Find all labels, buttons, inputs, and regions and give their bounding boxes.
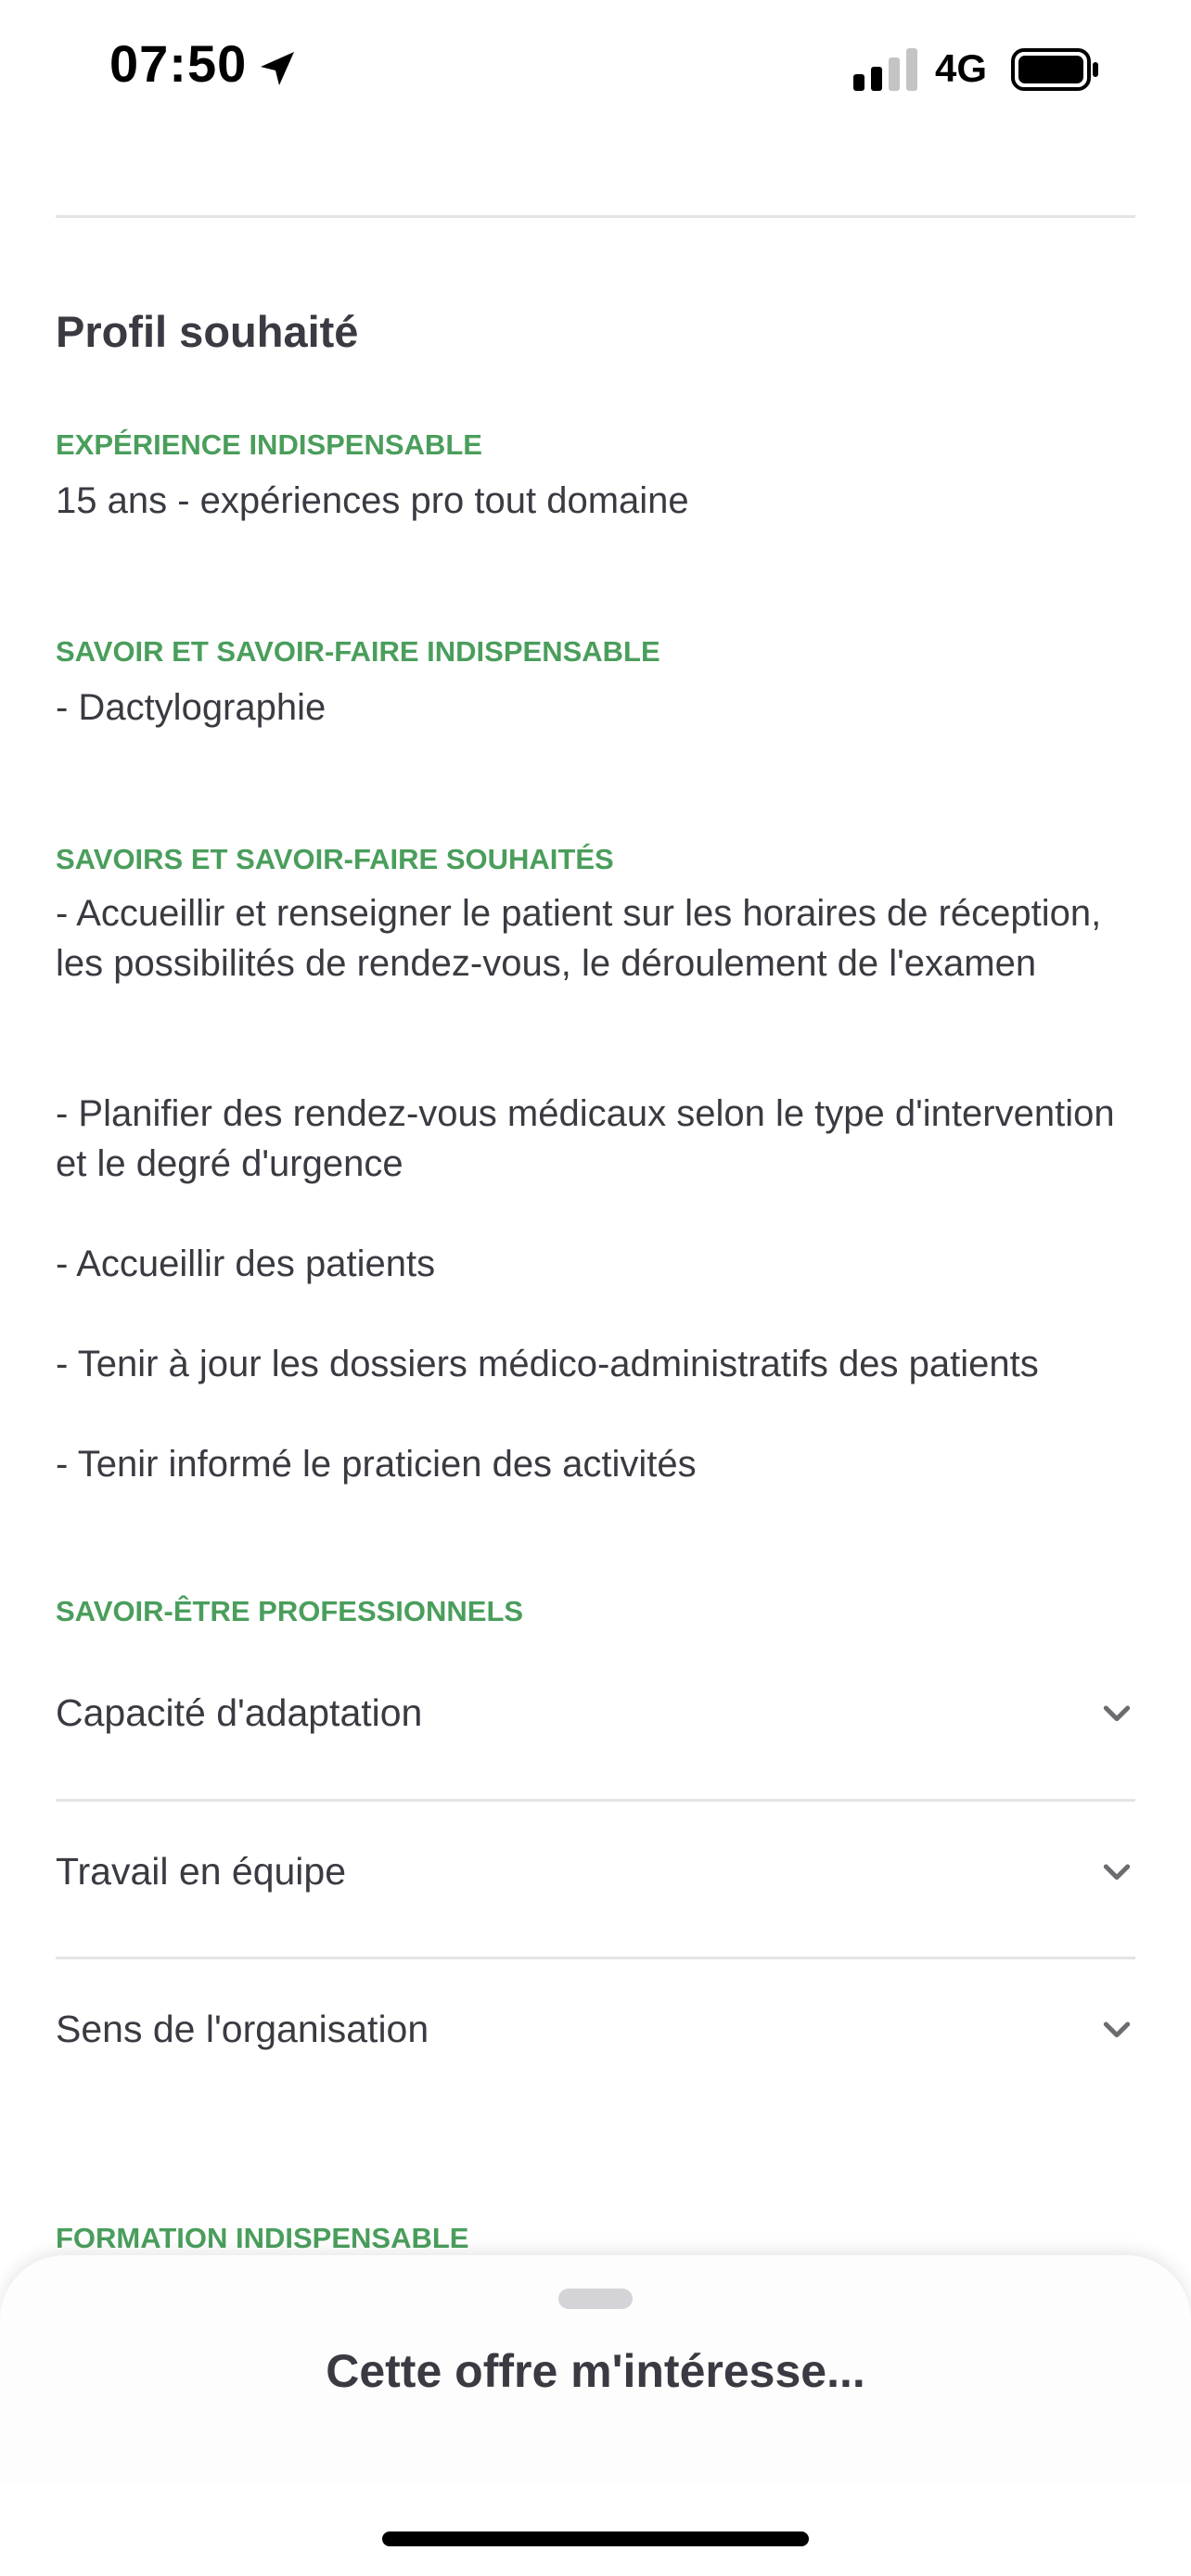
- chevron-down-icon: [1098, 2010, 1135, 2047]
- skill-desired-item: - Accueillir des patients: [56, 1243, 436, 1284]
- sheet-bottom-band: [0, 2481, 1191, 2576]
- soft-skill-label: Sens de l'organisation: [56, 2007, 429, 2050]
- skill-desired-item: - Tenir informé le praticien des activités: [56, 1444, 697, 1485]
- status-bar: [0, 0, 1191, 139]
- label-soft-skills: SAVOIR-ÊTRE PROFESSIONNELS: [56, 1595, 524, 1627]
- skill-desired-item: - Tenir à jour les dossiers médico-administratifs des patients: [56, 1344, 1039, 1384]
- sheet-drag-handle[interactable]: [558, 2289, 633, 2309]
- cellular-signal-icon: [853, 48, 920, 91]
- label-experience: EXPÉRIENCE INDISPENSABLE: [56, 428, 482, 461]
- interest-bottom-sheet[interactable]: [0, 2255, 1191, 2576]
- network-type: 4G: [935, 46, 988, 90]
- label-training: FORMATION INDISPENSABLE: [56, 2222, 469, 2254]
- top-divider: [56, 215, 1135, 218]
- status-time: 07:50: [109, 34, 248, 93]
- chevron-down-icon: [1098, 1853, 1135, 1890]
- soft-skill-accordion-organisation[interactable]: [56, 1950, 1135, 2108]
- sheet-title: Cette offre m'intéresse...: [326, 2345, 865, 2397]
- soft-skill-accordion-teamwork[interactable]: [56, 1792, 1135, 1950]
- chevron-down-icon: [1098, 1694, 1135, 1731]
- label-skills-required: SAVOIR ET SAVOIR-FAIRE INDISPENSABLE: [56, 635, 660, 668]
- label-skills-desired: SAVOIRS ET SAVOIR-FAIRE SOUHAITÉS: [56, 843, 614, 875]
- home-indicator[interactable]: [382, 2531, 809, 2546]
- battery-icon: [1011, 48, 1100, 91]
- section-title-profil: Profil souhaité: [56, 307, 359, 356]
- value-skills-required: - Dactylographie: [56, 687, 327, 728]
- skill-desired-item: - Planifier des rendez-vous médicaux selon le type d'intervention et le degré d'urgence: [56, 1093, 1115, 1184]
- skill-desired-item: - Accueillir et renseigner le patient sur les horaires de réception, les possibilités de rendez-vous, le déroulement de l'examen: [56, 893, 1102, 984]
- location-arrow-icon: [255, 46, 300, 91]
- soft-skill-label: Capacité d'adaptation: [56, 1690, 423, 1734]
- value-experience: 15 ans - expériences pro tout domaine: [56, 480, 689, 521]
- soft-skill-label: Travail en équipe: [56, 1849, 347, 1893]
- soft-skill-accordion-adaptation[interactable]: [56, 1634, 1135, 1792]
